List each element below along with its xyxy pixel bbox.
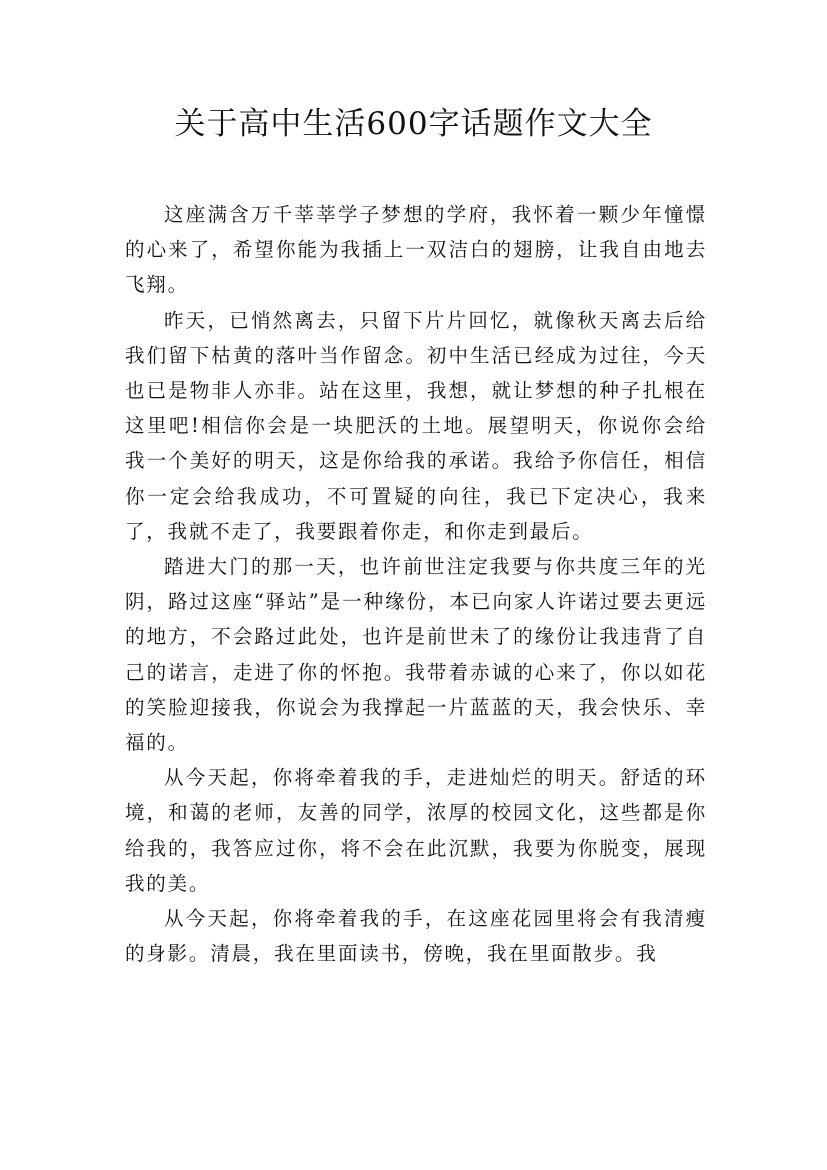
document-title: 关于高中生活600字话题作文大全 [174, 106, 653, 142]
paragraph: 从今天起，你将牵着我的手，走进灿烂的明天。舒适的环境，和蔼的老师，友善的同学，浓厚的校园文化，这些都是你给我的，我答应过你，将不会在此沉默，我要为你脱变，展现我的美。 [125, 766, 707, 895]
paragraph: 昨天，已悄然离去，只留下片片回忆，就像秋天离去后给我们留下枯黄的落叶当作留念。初中生活已经成为过往，今天也已是物非人亦非。站在这里，我想，就让梦想的种子扎根在这里吧!相信你会是一块肥沃的土地。展望明天，你说你会给我一个美好的明天，这是你给我的承诺。我给予你信任，相信你一定会给我成功，不可置疑的向往，我已下定决心，我来了，我就不走了，我要跟着你走，和你走到最后。 [125, 308, 707, 543]
paragraph: 这座满含万千莘莘学子梦想的学府，我怀着一颗少年憧憬的心来了，希望你能为我插上一双洁白的翅膀，让我自由地去飞翔。 [125, 203, 707, 297]
paragraph: 踏进大门的那一天，也许前世注定我要与你共度三年的光阴，路过这座“驿站”是一种缘份，本已向家人许诺过要去更远的地方，不会路过此处，也许是前世未了的缘份让我违背了自己的诺言，走进了你的怀抱。我带着赤诚的心来了，你以如花的笑脸迎接我，你说会为我撑起一片蓝蓝的天，我会快乐、幸福的。 [125, 555, 707, 755]
document-body [125, 197, 707, 971]
paragraph: 从今天起，你将牵着我的手，在这座花园里将会有我清瘦的身影。清晨，我在里面读书，傍晚，我在里面散步。我 [125, 907, 707, 966]
